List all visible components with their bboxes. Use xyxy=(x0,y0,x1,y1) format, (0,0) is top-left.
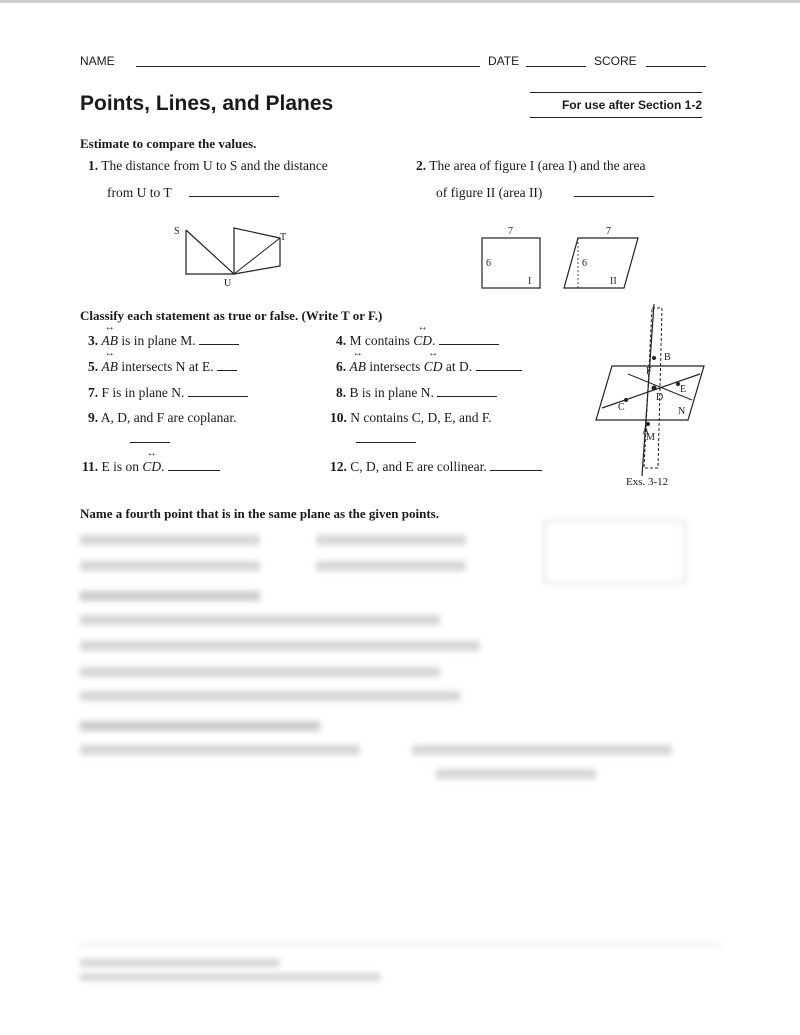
question-text: C, D, and E are collinear. xyxy=(350,459,487,474)
illegible-line xyxy=(80,667,440,677)
answer-blank-9[interactable] xyxy=(130,430,170,443)
illegible-heading xyxy=(80,721,320,731)
scan-edge xyxy=(0,0,800,3)
point-label-c: C xyxy=(618,402,625,413)
illegible-heading xyxy=(80,591,260,601)
question-1 xyxy=(88,158,328,174)
question-1-line2 xyxy=(107,184,279,201)
question-10 xyxy=(330,410,492,426)
answer-blank-6[interactable] xyxy=(476,358,522,371)
figure2-top-label: 7 xyxy=(606,226,611,237)
answer-blank-10[interactable] xyxy=(356,430,416,443)
point-label-a: A xyxy=(642,426,650,437)
question-text: . xyxy=(161,459,165,474)
plane-label-n: N xyxy=(678,406,686,417)
question-text: of figure II (area II) xyxy=(436,185,543,200)
question-number: 7. xyxy=(88,385,99,400)
question-2-line2 xyxy=(436,184,654,201)
illegible-line xyxy=(80,535,260,545)
question-number: 3. xyxy=(88,333,99,348)
footer-rule xyxy=(80,945,720,946)
header-row xyxy=(80,52,706,72)
question-number: 9. xyxy=(88,410,99,425)
question-number: 4. xyxy=(336,333,347,348)
figure1-roman-label: I xyxy=(528,276,532,287)
question-number: 12. xyxy=(330,459,347,474)
illegible-line xyxy=(80,691,460,701)
question-text: intersects xyxy=(366,359,424,374)
plane-label-m: M xyxy=(646,432,655,443)
figure-caption: Exs. 3-12 xyxy=(626,476,669,488)
question-text: F is in plane N. xyxy=(101,385,185,400)
question-8 xyxy=(336,384,497,401)
illegible-line xyxy=(80,745,360,755)
question-text: E is on xyxy=(101,459,143,474)
point-label-t: T xyxy=(280,232,287,243)
question-text: A, D, and F are coplanar. xyxy=(100,410,237,425)
line-symbol: ↔ AB xyxy=(102,333,119,348)
question-9 xyxy=(88,410,236,426)
question-number: 5. xyxy=(88,359,99,374)
figure1-top-label: 7 xyxy=(508,226,513,237)
point-label-s: S xyxy=(174,226,180,237)
point-label-b: B xyxy=(664,352,671,363)
question-5 xyxy=(88,358,237,375)
question-number: 10. xyxy=(330,410,347,425)
question-text: intersects N at E. xyxy=(118,359,214,374)
answer-blank-3[interactable] xyxy=(199,332,239,345)
line-symbol: ↔ CD xyxy=(142,459,161,474)
illegible-line xyxy=(316,535,466,545)
point-label-u: U xyxy=(224,278,232,289)
illegible-line xyxy=(80,641,480,651)
question-number: 1. xyxy=(88,158,99,173)
question-3 xyxy=(88,332,239,349)
score-field[interactable] xyxy=(646,54,706,67)
line-symbol: ↔ CD xyxy=(413,333,432,348)
illegible-line xyxy=(80,615,440,625)
illegible-footer xyxy=(80,959,280,967)
question-number: 11. xyxy=(82,459,99,474)
question-4 xyxy=(336,332,499,349)
answer-blank-1[interactable] xyxy=(189,184,279,197)
question-text: from U to T xyxy=(107,185,172,200)
question-text: The distance from U to S and the distance xyxy=(101,158,328,173)
illegible-figure xyxy=(544,521,686,583)
figure-distance xyxy=(170,222,300,292)
figure2-roman-label: II xyxy=(610,276,617,287)
answer-blank-8[interactable] xyxy=(437,384,497,397)
answer-blank-4[interactable] xyxy=(439,332,499,345)
question-6 xyxy=(336,358,522,375)
question-11 xyxy=(82,458,220,475)
illegible-line xyxy=(412,745,672,755)
question-text: is in plane M. xyxy=(118,333,196,348)
question-text: at D. xyxy=(442,359,473,374)
question-number: 2. xyxy=(416,158,427,173)
illegible-line xyxy=(80,561,260,571)
question-number: 6. xyxy=(336,359,347,374)
illegible-footer xyxy=(80,973,380,981)
answer-blank-12[interactable] xyxy=(490,458,542,471)
date-field[interactable] xyxy=(526,54,586,67)
line-symbol: ↔ CD xyxy=(424,359,443,374)
line-symbol: ↔ AB xyxy=(102,359,119,374)
question-text: N contains C, D, E, and F. xyxy=(350,410,492,425)
question-2 xyxy=(416,158,646,174)
question-text: . xyxy=(432,333,436,348)
answer-blank-7[interactable] xyxy=(188,384,248,397)
use-after-note: For use after Section 1-2 xyxy=(530,92,702,118)
date-label: DATE xyxy=(488,54,520,68)
score-label: SCORE xyxy=(594,54,637,68)
estimate-heading: Estimate to compare the values. xyxy=(80,136,257,151)
point-label-f: F xyxy=(646,366,652,377)
question-7 xyxy=(88,384,248,401)
question-text: B is in plane N. xyxy=(349,385,434,400)
name-label: NAME xyxy=(80,54,115,68)
figure1-side-label: 6 xyxy=(486,258,491,269)
fourth-point-heading: Name a fourth point that is in the same plane as the given points. xyxy=(80,506,439,521)
illegible-line xyxy=(316,561,466,571)
answer-blank-11[interactable] xyxy=(168,458,220,471)
figure-areas xyxy=(478,222,648,294)
question-number: 8. xyxy=(336,385,347,400)
classify-heading: Classify each statement as true or false. (Write T or F.) xyxy=(80,308,383,323)
name-field-extension xyxy=(452,54,480,67)
illegible-line xyxy=(436,769,596,779)
point-label-e: E xyxy=(680,384,687,395)
question-text: M contains xyxy=(349,333,414,348)
blurred-region xyxy=(0,515,800,1035)
figure2-height-label: 6 xyxy=(582,258,587,269)
name-field[interactable] xyxy=(136,54,468,67)
question-12 xyxy=(330,458,542,475)
figure-planes xyxy=(592,304,712,490)
point-label-d: D xyxy=(656,392,664,403)
question-text: The area of figure I (area I) and the area xyxy=(429,158,646,173)
answer-blank-5[interactable] xyxy=(217,358,237,371)
answer-blank-2[interactable] xyxy=(574,184,654,197)
line-symbol: ↔ AB xyxy=(350,359,367,374)
page-title: Points, Lines, and Planes xyxy=(80,92,334,115)
